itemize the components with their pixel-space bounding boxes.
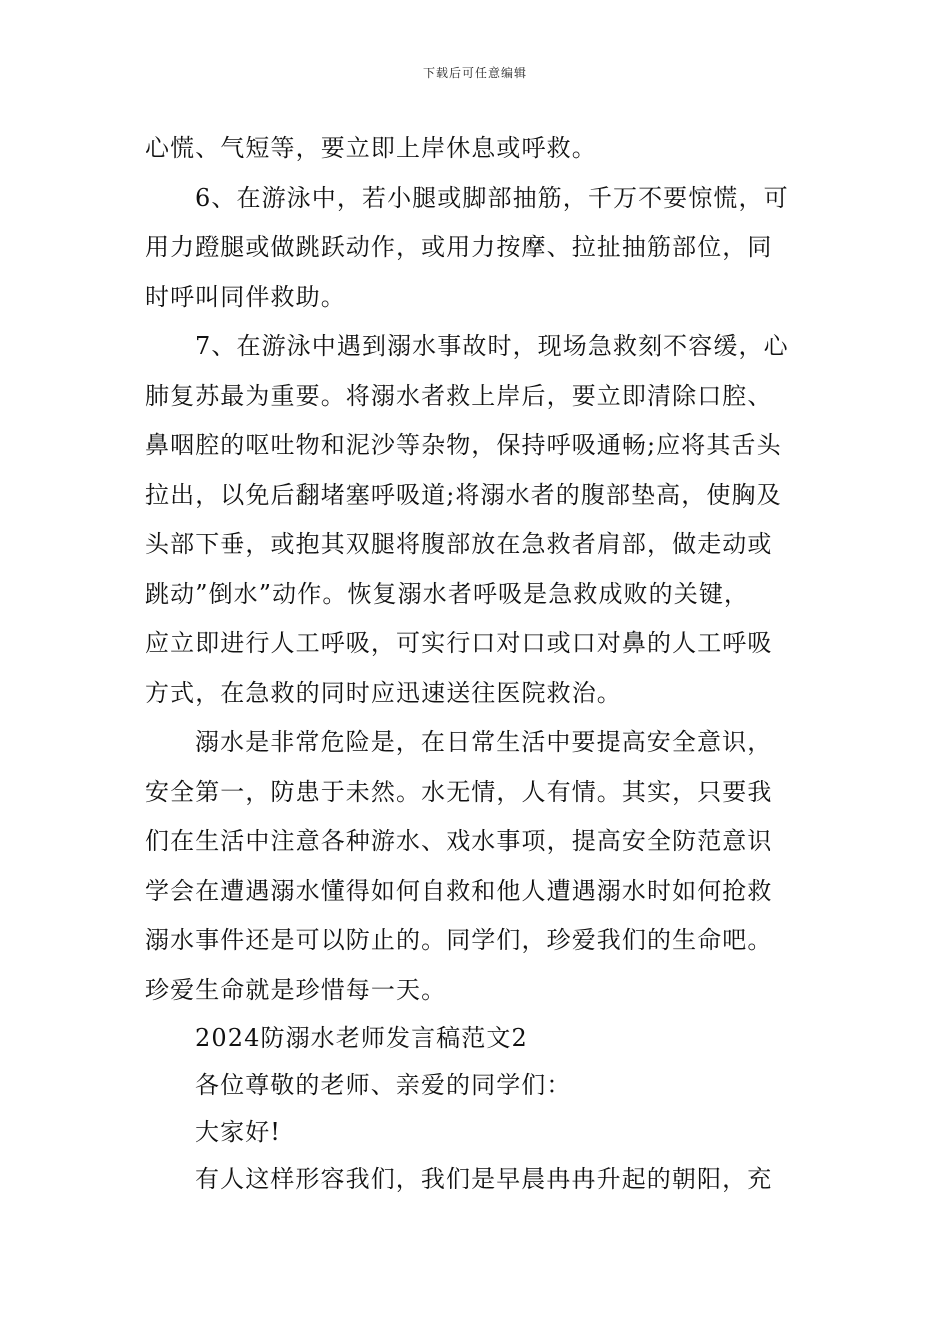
text-line: 用力蹬腿或做跳跃动作，或用力按摩、拉扯抽筋部位，同: [145, 233, 773, 261]
salutation: 各位尊敬的老师、亲爱的同学们：: [195, 1071, 572, 1099]
page-header: 下载后可任意编辑: [422, 66, 527, 80]
text-line: 们在生活中注意各种游水、戏水事项，提高安全防范意识: [145, 827, 773, 855]
text-line: 7、在游泳中遇到溺水事故时，现场急救刻不容缓，心: [195, 332, 789, 360]
text-line: 方式，在急救的同时应迅速送往医院救治。: [145, 678, 622, 707]
text-line: 学会在遭遇溺水懂得如何自救和他人遭遇溺水时如何抢救: [145, 876, 773, 905]
text-line: 有人这样形容我们，我们是早晨冉冉升起的朝阳，充: [195, 1165, 773, 1193]
greeting: 大家好!: [195, 1118, 282, 1146]
document-body: [145, 124, 810, 1203]
text-line: 鼻咽腔的呕吐物和泥沙等杂物，保持呼吸通畅;应将其舌头: [145, 431, 782, 459]
text-line: 6、在游泳中，若小腿或脚部抽筋，千万不要惊慌，可: [195, 183, 789, 212]
text-line: 头部下垂，或抱其双腿将腹部放在急救者肩部，做走动或: [145, 530, 773, 558]
text-line: 安全第一，防患于未然。水无情，人有情。其实，只要我: [145, 777, 773, 806]
text-line: 时呼叫同伴救助。: [145, 282, 346, 311]
text-line: 肺复苏最为重要。将溺水者救上岸后，要立即清除口腔、: [145, 381, 773, 410]
section-title: 2024防溺水老师发言稿范文2: [195, 1024, 528, 1052]
text-line: 溺水是非常危险是，在日常生活中要提高安全意识，: [195, 728, 773, 756]
text-line: 珍爱生命就是珍惜每一天。: [145, 975, 447, 1004]
text-line: 溺水事件还是可以防止的。同学们，珍爱我们的生命吧。: [145, 926, 773, 954]
text-line: 跳动”倒水”动作。恢复溺水者呼吸是急救成败的关键，: [145, 579, 750, 608]
text-line: 拉出，以免后翻堵塞呼吸道;将溺水者的腹部垫高，使胸及: [145, 480, 782, 509]
text-line: 应立即进行人工呼吸，可实行口对口或口对鼻的人工呼吸: [145, 629, 773, 657]
text-line: 心慌、气短等，要立即上岸休息或呼救。: [145, 134, 597, 162]
